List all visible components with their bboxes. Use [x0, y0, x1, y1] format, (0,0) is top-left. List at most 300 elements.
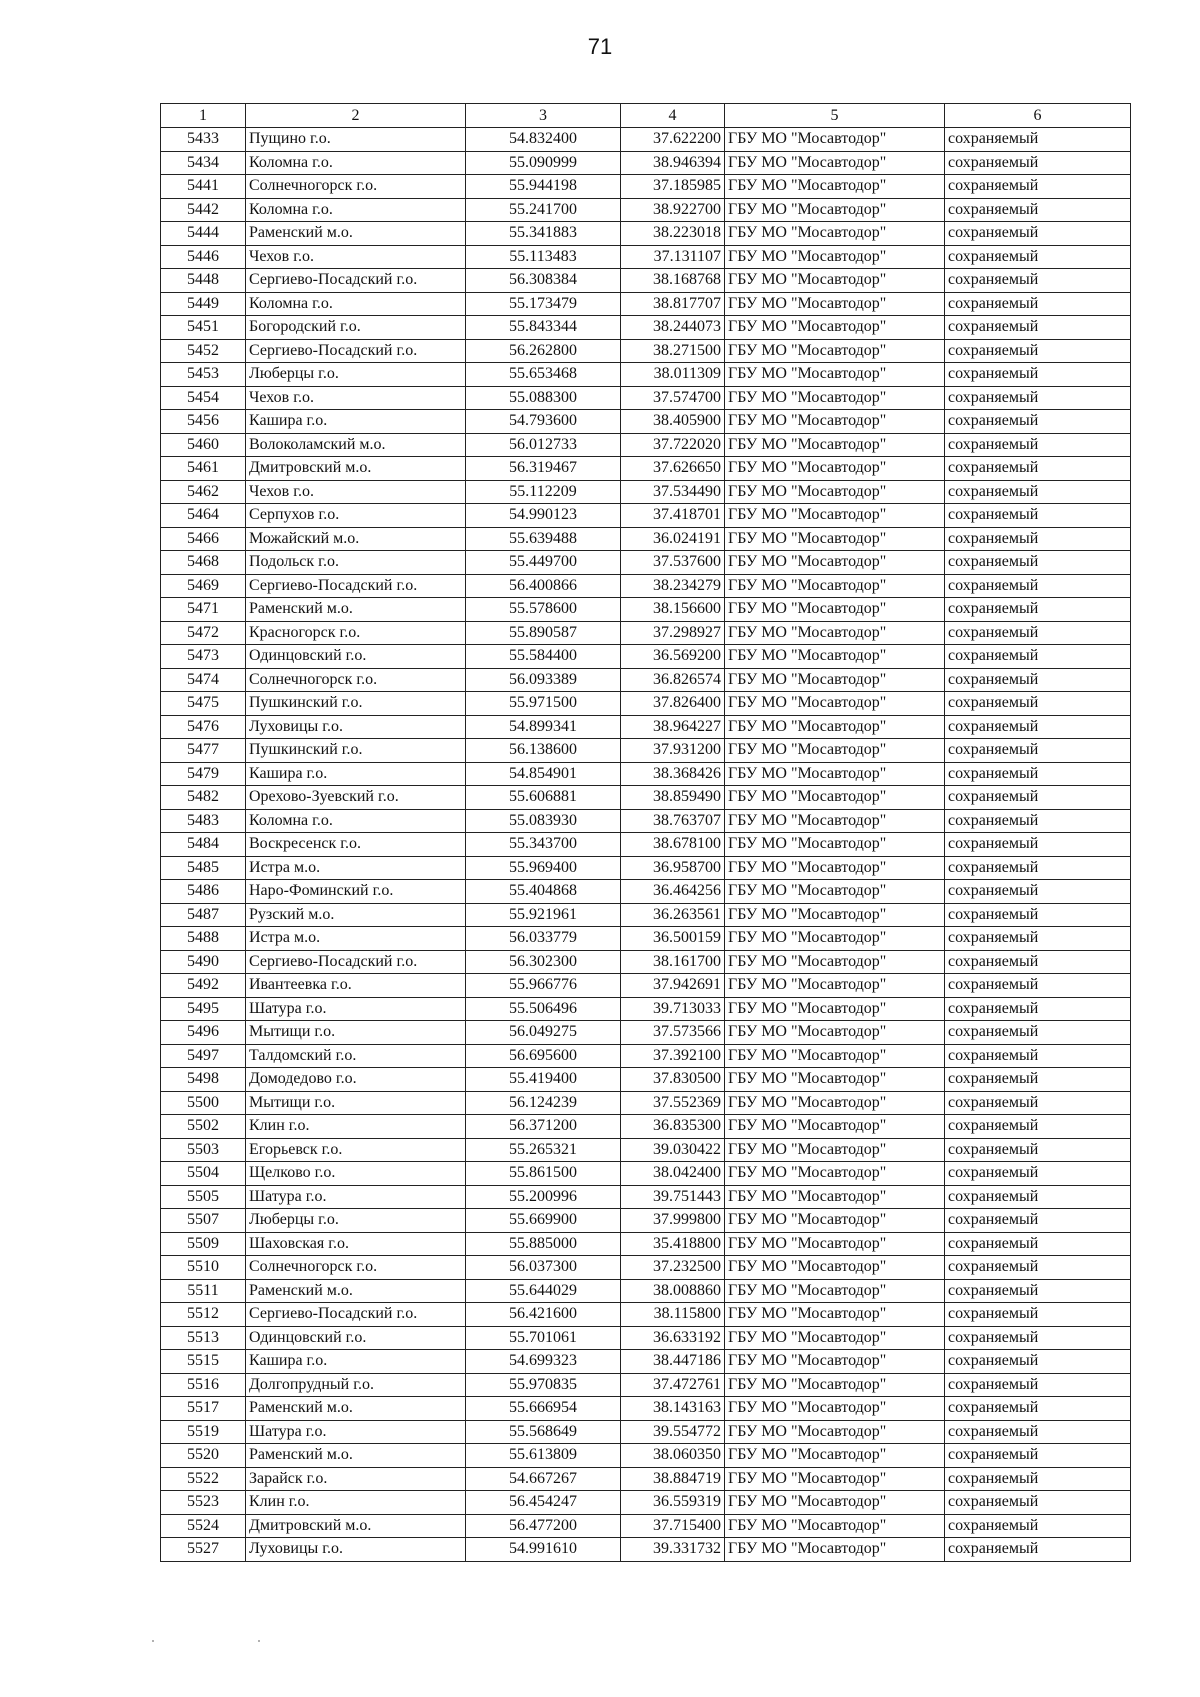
table-row: [161, 880, 1131, 904]
table-row: [161, 504, 1131, 528]
municipality-cell: Шатура г.о.: [246, 997, 466, 1021]
status-cell: сохраняемый: [945, 151, 1131, 175]
latitude-cell: 55.578600: [466, 598, 621, 622]
status-cell: сохраняемый: [945, 715, 1131, 739]
row-number-cell: 5471: [161, 598, 246, 622]
latitude-cell: 55.843344: [466, 316, 621, 340]
status-cell: сохраняемый: [945, 433, 1131, 457]
organization-cell: ГБУ МО "Мосавтодор": [725, 903, 945, 927]
row-number-cell: 5448: [161, 269, 246, 293]
longitude-cell: 36.500159: [621, 927, 725, 951]
organization-cell: ГБУ МО "Мосавтодор": [725, 1091, 945, 1115]
row-number-cell: 5472: [161, 621, 246, 645]
longitude-cell: 38.234279: [621, 574, 725, 598]
row-number-cell: 5496: [161, 1021, 246, 1045]
latitude-cell: 56.049275: [466, 1021, 621, 1045]
scan-speck: [152, 1640, 154, 1642]
longitude-cell: 35.418800: [621, 1232, 725, 1256]
organization-cell: ГБУ МО "Мосавтодор": [725, 927, 945, 951]
organization-cell: ГБУ МО "Мосавтодор": [725, 410, 945, 434]
table-row: [161, 903, 1131, 927]
longitude-cell: 36.569200: [621, 645, 725, 669]
row-number-cell: 5441: [161, 175, 246, 199]
header-cell: 1: [161, 104, 246, 128]
municipality-cell: Чехов г.о.: [246, 386, 466, 410]
municipality-cell: Красногорск г.о.: [246, 621, 466, 645]
latitude-cell: 55.666954: [466, 1397, 621, 1421]
latitude-cell: 56.319467: [466, 457, 621, 481]
organization-cell: ГБУ МО "Мосавтодор": [725, 1068, 945, 1092]
latitude-cell: 56.308384: [466, 269, 621, 293]
organization-cell: ГБУ МО "Мосавтодор": [725, 1162, 945, 1186]
row-number-cell: 5495: [161, 997, 246, 1021]
latitude-cell: 55.921961: [466, 903, 621, 927]
latitude-cell: 55.639488: [466, 527, 621, 551]
municipality-cell: Воскресенск г.о.: [246, 833, 466, 857]
organization-cell: ГБУ МО "Мосавтодор": [725, 292, 945, 316]
longitude-cell: 36.464256: [621, 880, 725, 904]
row-number-cell: 5520: [161, 1444, 246, 1468]
table-row: [161, 1091, 1131, 1115]
status-cell: сохраняемый: [945, 1444, 1131, 1468]
row-number-cell: 5523: [161, 1491, 246, 1515]
table-row: [161, 715, 1131, 739]
latitude-cell: 55.343700: [466, 833, 621, 857]
status-cell: сохраняемый: [945, 175, 1131, 199]
organization-cell: ГБУ МО "Мосавтодор": [725, 997, 945, 1021]
row-number-cell: 5464: [161, 504, 246, 528]
organization-cell: ГБУ МО "Мосавтодор": [725, 621, 945, 645]
longitude-cell: 38.271500: [621, 339, 725, 363]
latitude-cell: 55.971500: [466, 692, 621, 716]
municipality-cell: Солнечногорск г.о.: [246, 668, 466, 692]
latitude-cell: 55.970835: [466, 1373, 621, 1397]
status-cell: сохраняемый: [945, 1091, 1131, 1115]
row-number-cell: 5505: [161, 1185, 246, 1209]
municipality-cell: Волоколамский м.о.: [246, 433, 466, 457]
longitude-cell: 36.559319: [621, 1491, 725, 1515]
longitude-cell: 37.931200: [621, 739, 725, 763]
row-number-cell: 5469: [161, 574, 246, 598]
longitude-cell: 38.368426: [621, 762, 725, 786]
table-row: [161, 1514, 1131, 1538]
municipality-cell: Сергиево-Посадский г.о.: [246, 1303, 466, 1327]
latitude-cell: 55.861500: [466, 1162, 621, 1186]
organization-cell: ГБУ МО "Мосавтодор": [725, 1138, 945, 1162]
status-cell: сохраняемый: [945, 1232, 1131, 1256]
row-number-cell: 5487: [161, 903, 246, 927]
latitude-cell: 56.037300: [466, 1256, 621, 1280]
row-number-cell: 5490: [161, 950, 246, 974]
municipality-cell: Раменский м.о.: [246, 1444, 466, 1468]
table-row: [161, 433, 1131, 457]
municipality-cell: Пушкинский г.о.: [246, 692, 466, 716]
municipality-cell: Сергиево-Посадский г.о.: [246, 574, 466, 598]
status-cell: сохраняемый: [945, 598, 1131, 622]
longitude-cell: 37.942691: [621, 974, 725, 998]
table-row: [161, 128, 1131, 152]
longitude-cell: 37.826400: [621, 692, 725, 716]
longitude-cell: 37.574700: [621, 386, 725, 410]
status-cell: сохраняемый: [945, 222, 1131, 246]
row-number-cell: 5488: [161, 927, 246, 951]
status-cell: сохраняемый: [945, 1397, 1131, 1421]
table-row: [161, 222, 1131, 246]
longitude-cell: 37.472761: [621, 1373, 725, 1397]
status-cell: сохраняемый: [945, 1068, 1131, 1092]
longitude-cell: 39.331732: [621, 1538, 725, 1562]
status-cell: сохраняемый: [945, 974, 1131, 998]
table-row: [161, 269, 1131, 293]
row-number-cell: 5477: [161, 739, 246, 763]
municipality-cell: Раменский м.о.: [246, 598, 466, 622]
status-cell: сохраняемый: [945, 1209, 1131, 1233]
longitude-cell: 38.223018: [621, 222, 725, 246]
status-cell: сохраняемый: [945, 692, 1131, 716]
latitude-cell: 55.885000: [466, 1232, 621, 1256]
table-row: [161, 1491, 1131, 1515]
status-cell: сохраняемый: [945, 833, 1131, 857]
municipality-cell: Коломна г.о.: [246, 292, 466, 316]
table-row: [161, 1303, 1131, 1327]
municipality-cell: Луховицы г.о.: [246, 1538, 466, 1562]
status-cell: сохраняемый: [945, 621, 1131, 645]
table-row: [161, 1373, 1131, 1397]
organization-cell: ГБУ МО "Мосавтодор": [725, 527, 945, 551]
latitude-cell: 56.421600: [466, 1303, 621, 1327]
municipality-cell: Подольск г.о.: [246, 551, 466, 575]
longitude-cell: 37.722020: [621, 433, 725, 457]
organization-cell: ГБУ МО "Мосавтодор": [725, 245, 945, 269]
row-number-cell: 5524: [161, 1514, 246, 1538]
longitude-cell: 37.418701: [621, 504, 725, 528]
row-number-cell: 5462: [161, 480, 246, 504]
municipality-cell: Орехово-Зуевский г.о.: [246, 786, 466, 810]
status-cell: сохраняемый: [945, 927, 1131, 951]
status-cell: сохраняемый: [945, 645, 1131, 669]
row-number-cell: 5492: [161, 974, 246, 998]
organization-cell: ГБУ МО "Мосавтодор": [725, 974, 945, 998]
organization-cell: ГБУ МО "Мосавтодор": [725, 1115, 945, 1139]
municipality-cell: Богородский г.о.: [246, 316, 466, 340]
municipality-cell: Кашира г.о.: [246, 762, 466, 786]
organization-cell: ГБУ МО "Мосавтодор": [725, 457, 945, 481]
table-row: [161, 786, 1131, 810]
latitude-cell: 55.969400: [466, 856, 621, 880]
organization-cell: ГБУ МО "Мосавтодор": [725, 1232, 945, 1256]
organization-cell: ГБУ МО "Мосавтодор": [725, 198, 945, 222]
status-cell: сохраняемый: [945, 128, 1131, 152]
longitude-cell: 36.263561: [621, 903, 725, 927]
organization-cell: ГБУ МО "Мосавтодор": [725, 339, 945, 363]
status-cell: сохраняемый: [945, 997, 1131, 1021]
municipality-cell: Истра м.о.: [246, 856, 466, 880]
status-cell: сохраняемый: [945, 903, 1131, 927]
table-row: [161, 1538, 1131, 1562]
organization-cell: ГБУ МО "Мосавтодор": [725, 809, 945, 833]
table-row: [161, 1350, 1131, 1374]
municipality-cell: Коломна г.о.: [246, 198, 466, 222]
row-number-cell: 5482: [161, 786, 246, 810]
latitude-cell: 55.506496: [466, 997, 621, 1021]
row-number-cell: 5453: [161, 363, 246, 387]
status-cell: сохраняемый: [945, 292, 1131, 316]
latitude-cell: 56.093389: [466, 668, 621, 692]
longitude-cell: 38.405900: [621, 410, 725, 434]
municipality-cell: Мытищи г.о.: [246, 1021, 466, 1045]
latitude-cell: 55.613809: [466, 1444, 621, 1468]
longitude-cell: 39.030422: [621, 1138, 725, 1162]
municipality-cell: Клин г.о.: [246, 1491, 466, 1515]
table-row: [161, 1115, 1131, 1139]
table-row: [161, 621, 1131, 645]
status-cell: сохраняемый: [945, 1373, 1131, 1397]
municipality-cell: Дмитровский м.о.: [246, 1514, 466, 1538]
organization-cell: ГБУ МО "Мосавтодор": [725, 1326, 945, 1350]
table-row: [161, 480, 1131, 504]
row-number-cell: 5442: [161, 198, 246, 222]
organization-cell: ГБУ МО "Мосавтодор": [725, 316, 945, 340]
longitude-cell: 37.232500: [621, 1256, 725, 1280]
status-cell: сохраняемый: [945, 1326, 1131, 1350]
longitude-cell: 38.922700: [621, 198, 725, 222]
row-number-cell: 5454: [161, 386, 246, 410]
table-row: [161, 833, 1131, 857]
header-cell: 3: [466, 104, 621, 128]
table-row: [161, 175, 1131, 199]
table-row: [161, 151, 1131, 175]
municipality-cell: Чехов г.о.: [246, 480, 466, 504]
latitude-cell: 56.138600: [466, 739, 621, 763]
organization-cell: ГБУ МО "Мосавтодор": [725, 175, 945, 199]
municipality-cell: Зарайск г.о.: [246, 1467, 466, 1491]
status-cell: сохраняемый: [945, 809, 1131, 833]
table-row: [161, 363, 1131, 387]
latitude-cell: 54.699323: [466, 1350, 621, 1374]
municipality-cell: Люберцы г.о.: [246, 363, 466, 387]
longitude-cell: 38.008860: [621, 1279, 725, 1303]
row-number-cell: 5515: [161, 1350, 246, 1374]
organization-cell: ГБУ МО "Мосавтодор": [725, 1397, 945, 1421]
organization-cell: ГБУ МО "Мосавтодор": [725, 1491, 945, 1515]
table-row: [161, 1138, 1131, 1162]
status-cell: сохраняемый: [945, 386, 1131, 410]
row-number-cell: 5444: [161, 222, 246, 246]
latitude-cell: 54.793600: [466, 410, 621, 434]
row-number-cell: 5461: [161, 457, 246, 481]
longitude-cell: 38.143163: [621, 1397, 725, 1421]
status-cell: сохраняемый: [945, 574, 1131, 598]
municipality-cell: Шаховская г.о.: [246, 1232, 466, 1256]
row-number-cell: 5511: [161, 1279, 246, 1303]
row-number-cell: 5497: [161, 1044, 246, 1068]
longitude-cell: 38.884719: [621, 1467, 725, 1491]
organization-cell: ГБУ МО "Мосавтодор": [725, 598, 945, 622]
organization-cell: ГБУ МО "Мосавтодор": [725, 1444, 945, 1468]
organization-cell: ГБУ МО "Мосавтодор": [725, 1185, 945, 1209]
organization-cell: ГБУ МО "Мосавтодор": [725, 433, 945, 457]
latitude-cell: 55.173479: [466, 292, 621, 316]
municipality-cell: Пущино г.о.: [246, 128, 466, 152]
organization-cell: ГБУ МО "Мосавтодор": [725, 833, 945, 857]
longitude-cell: 38.115800: [621, 1303, 725, 1327]
organization-cell: ГБУ МО "Мосавтодор": [725, 1044, 945, 1068]
row-number-cell: 5460: [161, 433, 246, 457]
status-cell: сохраняемый: [945, 527, 1131, 551]
row-number-cell: 5466: [161, 527, 246, 551]
row-number-cell: 5517: [161, 1397, 246, 1421]
row-number-cell: 5503: [161, 1138, 246, 1162]
row-number-cell: 5483: [161, 809, 246, 833]
organization-cell: ГБУ МО "Мосавтодор": [725, 668, 945, 692]
latitude-cell: 54.990123: [466, 504, 621, 528]
status-cell: сохраняемый: [945, 1538, 1131, 1562]
longitude-cell: 37.537600: [621, 551, 725, 575]
longitude-cell: 36.958700: [621, 856, 725, 880]
table-row: [161, 997, 1131, 1021]
table-row: [161, 856, 1131, 880]
latitude-cell: 55.449700: [466, 551, 621, 575]
organization-cell: ГБУ МО "Мосавтодор": [725, 1420, 945, 1444]
latitude-cell: 54.899341: [466, 715, 621, 739]
latitude-cell: 55.404868: [466, 880, 621, 904]
municipality-cell: Люберцы г.о.: [246, 1209, 466, 1233]
latitude-cell: 55.083930: [466, 809, 621, 833]
status-cell: сохраняемый: [945, 950, 1131, 974]
status-cell: сохраняемый: [945, 1185, 1131, 1209]
status-cell: сохраняемый: [945, 786, 1131, 810]
longitude-cell: 36.633192: [621, 1326, 725, 1350]
status-cell: сохраняемый: [945, 668, 1131, 692]
latitude-cell: 55.701061: [466, 1326, 621, 1350]
status-cell: сохраняемый: [945, 1115, 1131, 1139]
row-number-cell: 5512: [161, 1303, 246, 1327]
organization-cell: ГБУ МО "Мосавтодор": [725, 1021, 945, 1045]
table-row: [161, 739, 1131, 763]
municipality-cell: Долгопрудный г.о.: [246, 1373, 466, 1397]
organization-cell: ГБУ МО "Мосавтодор": [725, 856, 945, 880]
table-row: [161, 1021, 1131, 1045]
status-cell: сохраняемый: [945, 504, 1131, 528]
latitude-cell: 54.854901: [466, 762, 621, 786]
organization-cell: ГБУ МО "Мосавтодор": [725, 1350, 945, 1374]
longitude-cell: 39.554772: [621, 1420, 725, 1444]
latitude-cell: 56.695600: [466, 1044, 621, 1068]
row-number-cell: 5474: [161, 668, 246, 692]
table-row: [161, 198, 1131, 222]
status-cell: сохраняемый: [945, 1021, 1131, 1045]
table-row: [161, 1162, 1131, 1186]
longitude-cell: 38.060350: [621, 1444, 725, 1468]
latitude-cell: 55.584400: [466, 645, 621, 669]
longitude-cell: 37.392100: [621, 1044, 725, 1068]
municipality-cell: Можайский м.о.: [246, 527, 466, 551]
table-row: [161, 551, 1131, 575]
longitude-cell: 38.763707: [621, 809, 725, 833]
municipality-cell: Щелково г.о.: [246, 1162, 466, 1186]
latitude-cell: 54.991610: [466, 1538, 621, 1562]
table-row: [161, 1279, 1131, 1303]
municipality-cell: Истра м.о.: [246, 927, 466, 951]
table-row: [161, 974, 1131, 998]
row-number-cell: 5498: [161, 1068, 246, 1092]
table-row: [161, 245, 1131, 269]
latitude-cell: 55.241700: [466, 198, 621, 222]
organization-cell: ГБУ МО "Мосавтодор": [725, 950, 945, 974]
municipality-cell: Ивантеевка г.о.: [246, 974, 466, 998]
longitude-cell: 38.156600: [621, 598, 725, 622]
latitude-cell: 55.419400: [466, 1068, 621, 1092]
row-number-cell: 5513: [161, 1326, 246, 1350]
latitude-cell: 55.088300: [466, 386, 621, 410]
municipality-cell: Кашира г.о.: [246, 410, 466, 434]
status-cell: сохраняемый: [945, 198, 1131, 222]
table-row: [161, 1068, 1131, 1092]
latitude-cell: 55.890587: [466, 621, 621, 645]
organization-cell: ГБУ МО "Мосавтодор": [725, 786, 945, 810]
municipality-cell: Чехов г.о.: [246, 245, 466, 269]
latitude-cell: 55.944198: [466, 175, 621, 199]
page-number: 71: [587, 34, 613, 59]
table-row: [161, 1467, 1131, 1491]
table-row: [161, 809, 1131, 833]
municipality-cell: Раменский м.о.: [246, 222, 466, 246]
municipality-cell: Одинцовский г.о.: [246, 645, 466, 669]
longitude-cell: 37.715400: [621, 1514, 725, 1538]
latitude-cell: 55.200996: [466, 1185, 621, 1209]
municipality-cell: Раменский м.о.: [246, 1397, 466, 1421]
longitude-cell: 38.447186: [621, 1350, 725, 1374]
table-row: [161, 457, 1131, 481]
latitude-cell: 56.124239: [466, 1091, 621, 1115]
table-row: [161, 645, 1131, 669]
longitude-cell: 39.713033: [621, 997, 725, 1021]
latitude-cell: 56.302300: [466, 950, 621, 974]
latitude-cell: 56.012733: [466, 433, 621, 457]
organization-cell: ГБУ МО "Мосавтодор": [725, 551, 945, 575]
row-number-cell: 5473: [161, 645, 246, 669]
row-number-cell: 5507: [161, 1209, 246, 1233]
status-cell: сохраняемый: [945, 1138, 1131, 1162]
table-row: [161, 574, 1131, 598]
table-row: [161, 1209, 1131, 1233]
organization-cell: ГБУ МО "Мосавтодор": [725, 1538, 945, 1562]
organization-cell: ГБУ МО "Мосавтодор": [725, 480, 945, 504]
latitude-cell: 55.653468: [466, 363, 621, 387]
latitude-cell: 56.262800: [466, 339, 621, 363]
latitude-cell: 56.400866: [466, 574, 621, 598]
longitude-cell: 38.678100: [621, 833, 725, 857]
status-cell: сохраняемый: [945, 1256, 1131, 1280]
latitude-cell: 54.832400: [466, 128, 621, 152]
row-number-cell: 5500: [161, 1091, 246, 1115]
organization-cell: ГБУ МО "Мосавтодор": [725, 363, 945, 387]
row-number-cell: 5476: [161, 715, 246, 739]
longitude-cell: 38.161700: [621, 950, 725, 974]
row-number-cell: 5502: [161, 1115, 246, 1139]
scan-speck: [258, 1640, 260, 1642]
status-cell: сохраняемый: [945, 1420, 1131, 1444]
longitude-cell: 38.946394: [621, 151, 725, 175]
latitude-cell: 55.113483: [466, 245, 621, 269]
longitude-cell: 37.830500: [621, 1068, 725, 1092]
latitude-cell: 56.033779: [466, 927, 621, 951]
latitude-cell: 56.454247: [466, 1491, 621, 1515]
header-row: [161, 104, 1131, 128]
status-cell: сохраняемый: [945, 762, 1131, 786]
status-cell: сохраняемый: [945, 363, 1131, 387]
latitude-cell: 55.568649: [466, 1420, 621, 1444]
